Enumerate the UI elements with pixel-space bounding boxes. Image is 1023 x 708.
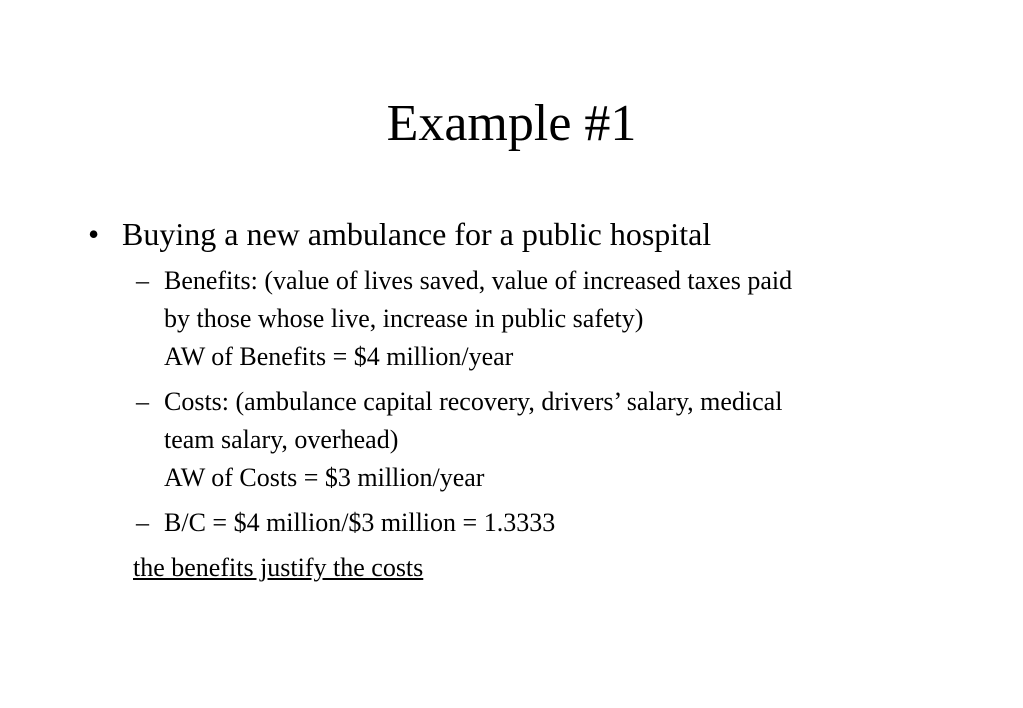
main-bullet: [88, 212, 711, 256]
slide-title: Example #1: [386, 95, 637, 152]
benefits-line-2: by those whose live, increase in public safety): [164, 304, 644, 333]
conclusion-text: the benefits justify the costs: [133, 553, 424, 582]
dash-marker: –: [136, 508, 149, 537]
main-bullet-text: Buying a new ambulance for a public hospital: [122, 216, 712, 252]
costs-line-1: Costs: (ambulance capital recovery, drivers’ salary, medical: [164, 387, 783, 416]
dash-marker: –: [136, 266, 149, 295]
bc-ratio-line: B/C = $4 million/$3 million = 1.3333: [164, 508, 556, 537]
benefits-line-3: AW of Benefits = $4 million/year: [164, 342, 514, 371]
costs-line-2: team salary, overhead): [164, 425, 399, 454]
benefits-line-1: Benefits: (value of lives saved, value of increased taxes paid: [164, 266, 793, 295]
bullet-marker: •: [88, 216, 100, 252]
dash-marker: –: [136, 387, 149, 416]
costs-line-3: AW of Costs = $3 million/year: [164, 463, 485, 492]
